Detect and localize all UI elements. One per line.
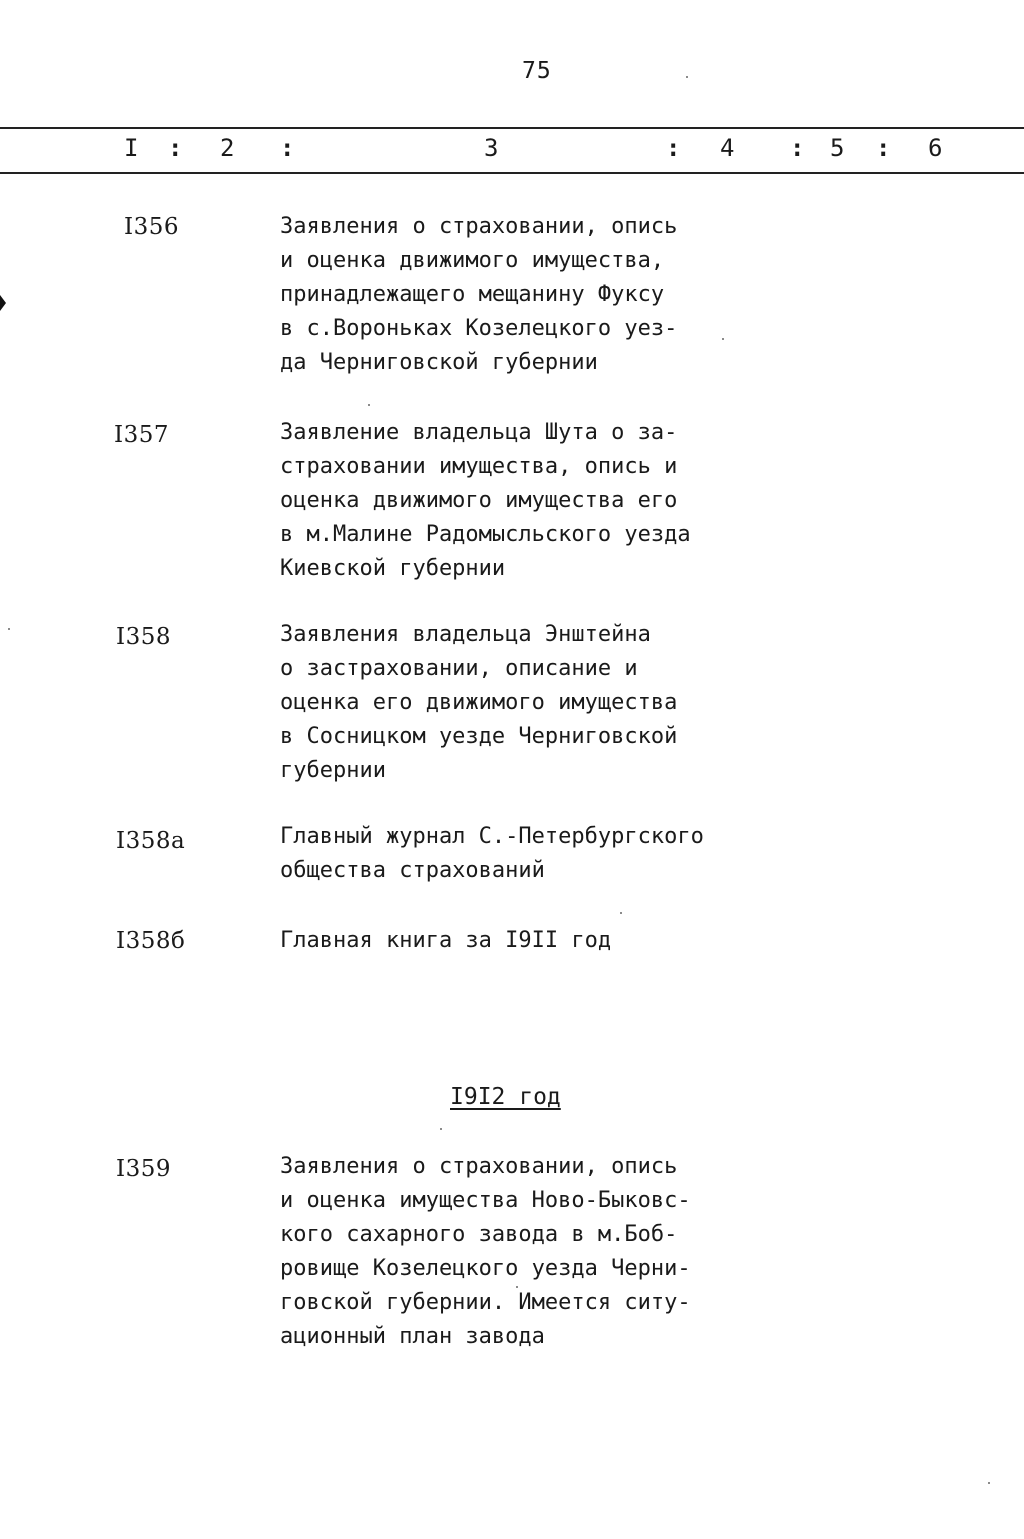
entry-line: Главный журнал С.-Петербургского bbox=[280, 824, 704, 849]
column-separator: : bbox=[666, 134, 681, 162]
entry-description bbox=[280, 618, 750, 788]
entry-line: ровище Козелецкого уезда Черни- bbox=[280, 1256, 691, 1281]
column-header-3: 3 bbox=[484, 134, 499, 162]
entry-line: в м.Малине Радомысльского уезда bbox=[280, 522, 691, 547]
entry-description bbox=[280, 210, 750, 380]
entry-description bbox=[280, 416, 750, 586]
entry-number: I359 bbox=[116, 1156, 171, 1182]
scan-speck bbox=[440, 1128, 442, 1130]
column-header-4: 4 bbox=[720, 134, 735, 162]
entry-number: I358а bbox=[116, 828, 186, 854]
column-separator: : bbox=[280, 134, 295, 162]
column-header-6: 6 bbox=[928, 134, 943, 162]
entry-line: кого сахарного завода в м.Боб- bbox=[280, 1222, 678, 1247]
column-header-2: 2 bbox=[220, 134, 235, 162]
entry-line: оценка движимого имущества его bbox=[280, 488, 678, 513]
column-separator: : bbox=[168, 134, 183, 162]
column-separator: : bbox=[790, 134, 805, 162]
column-header-5: 5 bbox=[830, 134, 845, 162]
entry-line: в Сосницком уезде Черниговской bbox=[280, 724, 678, 749]
header-bottom-rule bbox=[0, 172, 1024, 174]
margin-punch-mark bbox=[0, 295, 6, 311]
entry-line: Заявление владельца Шута о за- bbox=[280, 420, 678, 445]
entry-line: Заявления о страховании, опись bbox=[280, 1154, 678, 1179]
scan-speck bbox=[620, 912, 622, 914]
scan-speck bbox=[516, 1286, 518, 1288]
scan-speck bbox=[988, 1482, 990, 1484]
entry-number: I357 bbox=[114, 422, 169, 448]
entry-line: в с.Вороньках Козелецкого уез- bbox=[280, 316, 678, 341]
entry-number: I358 bbox=[116, 624, 171, 650]
column-header-1: I bbox=[124, 134, 139, 162]
entry-line: ационный план завода bbox=[280, 1324, 545, 1349]
scan-speck bbox=[368, 404, 370, 406]
entry-line: Главная книга за I9II год bbox=[280, 928, 612, 953]
entry-line: Заявления владельца Энштейна bbox=[280, 622, 651, 647]
entry-description bbox=[280, 820, 780, 888]
entry-line: и оценка имущества Ново-Быковс- bbox=[280, 1188, 691, 1213]
entry-description bbox=[280, 1150, 750, 1354]
entry-description bbox=[280, 924, 750, 958]
entry-line: принадлежащего мещанину Фуксу bbox=[280, 282, 665, 307]
column-separator: : bbox=[876, 134, 891, 162]
entry-line: Заявления о страховании, опись bbox=[280, 214, 678, 239]
page-number: 75 bbox=[522, 58, 552, 84]
section-year-heading: I9I2 год bbox=[450, 1084, 561, 1110]
scan-speck bbox=[722, 338, 724, 340]
entry-number: I356 bbox=[124, 214, 179, 240]
entry-line: говской губернии. Имеется ситу- bbox=[280, 1290, 691, 1315]
entry-number: I358б bbox=[116, 928, 186, 954]
scan-speck bbox=[8, 628, 10, 630]
entry-line: страховании имущества, опись и bbox=[280, 454, 678, 479]
header-top-rule bbox=[0, 127, 1024, 129]
entry-line: и оценка движимого имущества, bbox=[280, 248, 665, 273]
entry-line: да Черниговской губернии bbox=[280, 350, 598, 375]
scan-speck bbox=[686, 76, 688, 78]
entry-line: о застраховании, описание и bbox=[280, 656, 638, 681]
entry-line: общества страхований bbox=[280, 858, 545, 883]
entry-line: губернии bbox=[280, 758, 386, 783]
entry-line: Киевской губернии bbox=[280, 556, 506, 581]
entry-line: оценка его движимого имущества bbox=[280, 690, 678, 715]
